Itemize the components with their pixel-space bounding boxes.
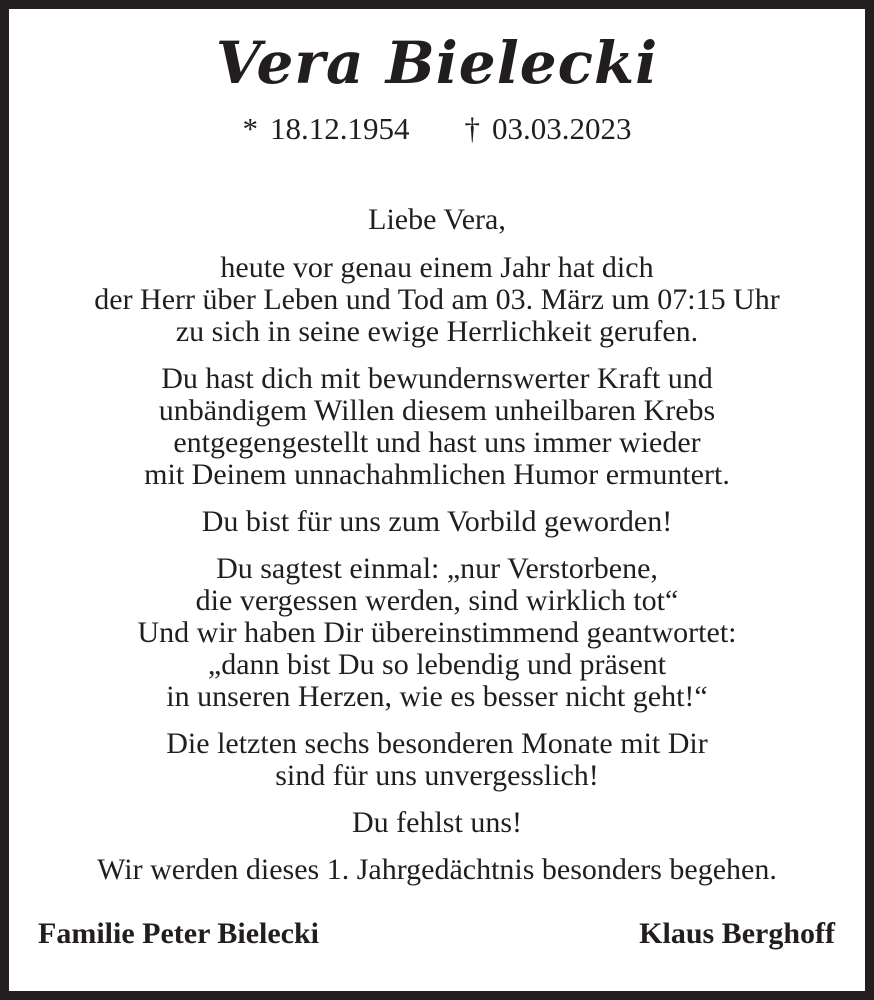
memorial-paragraph: [9, 252, 865, 348]
body-line: Du sagtest einmal: „nur Verstorbene,: [216, 552, 658, 585]
body-line: Du hast dich mit bewundernswerter Kraft und: [161, 362, 713, 395]
dates-row: [9, 111, 865, 147]
birth-star-icon: *: [242, 111, 258, 146]
body-line: „dann bist Du so lebendig und präsent: [207, 648, 667, 681]
signatures-row: [9, 916, 865, 952]
memorial-paragraph: [9, 728, 865, 792]
body-line: mit Deinem unnachahmlichen Humor ermuntert.: [144, 458, 730, 491]
body-line: zu sich in seine ewige Herrlichkeit gerufen.: [175, 315, 699, 348]
body-line: die vergessen werden, sind wirklich tot“: [195, 584, 679, 617]
memorial-paragraph: [9, 506, 865, 538]
body-line: entgegengestellt und hast uns immer wieder: [173, 426, 701, 459]
death-date-group: [465, 111, 632, 147]
memorial-paragraph: [9, 553, 865, 713]
death-date: 03.03.2023: [492, 111, 632, 146]
body-line: Du bist für uns zum Vorbild geworden!: [201, 505, 673, 538]
birth-date: 18.12.1954: [270, 111, 410, 146]
body-line: sind für uns unvergesslich!: [275, 759, 599, 792]
birth-date-group: [243, 111, 410, 147]
body-line: in unseren Herzen, wie es besser nicht geht!“: [166, 680, 708, 713]
body-line: der Herr über Leben und Tod am 03. März um 07:15 Uhr: [94, 283, 780, 316]
memorial-paragraph: [9, 854, 865, 886]
body-line: Die letzten sechs besonderen Monate mit Dir: [166, 727, 708, 760]
memorial-paragraph: [9, 363, 865, 491]
salutation: Liebe Vera,: [368, 203, 506, 236]
death-cross-icon: †: [464, 111, 480, 146]
signature-family: Familie Peter Bielecki: [38, 917, 320, 950]
body-line: unbändigem Willen diesem unheilbaren Krebs: [158, 394, 716, 427]
signature-friend: Klaus Berghoff: [639, 917, 835, 950]
body-line: heute vor genau einem Jahr hat dich: [220, 251, 654, 284]
page-title: Vera Bielecki: [215, 29, 659, 97]
memorial-paragraph: [9, 807, 865, 839]
body-line: Du fehlst uns!: [352, 806, 522, 839]
body-line: Wir werden dieses 1. Jahrgedächtnis besonders begehen.: [97, 853, 777, 886]
body-line: Und wir haben Dir übereinstimmend geantwortet:: [137, 616, 737, 649]
